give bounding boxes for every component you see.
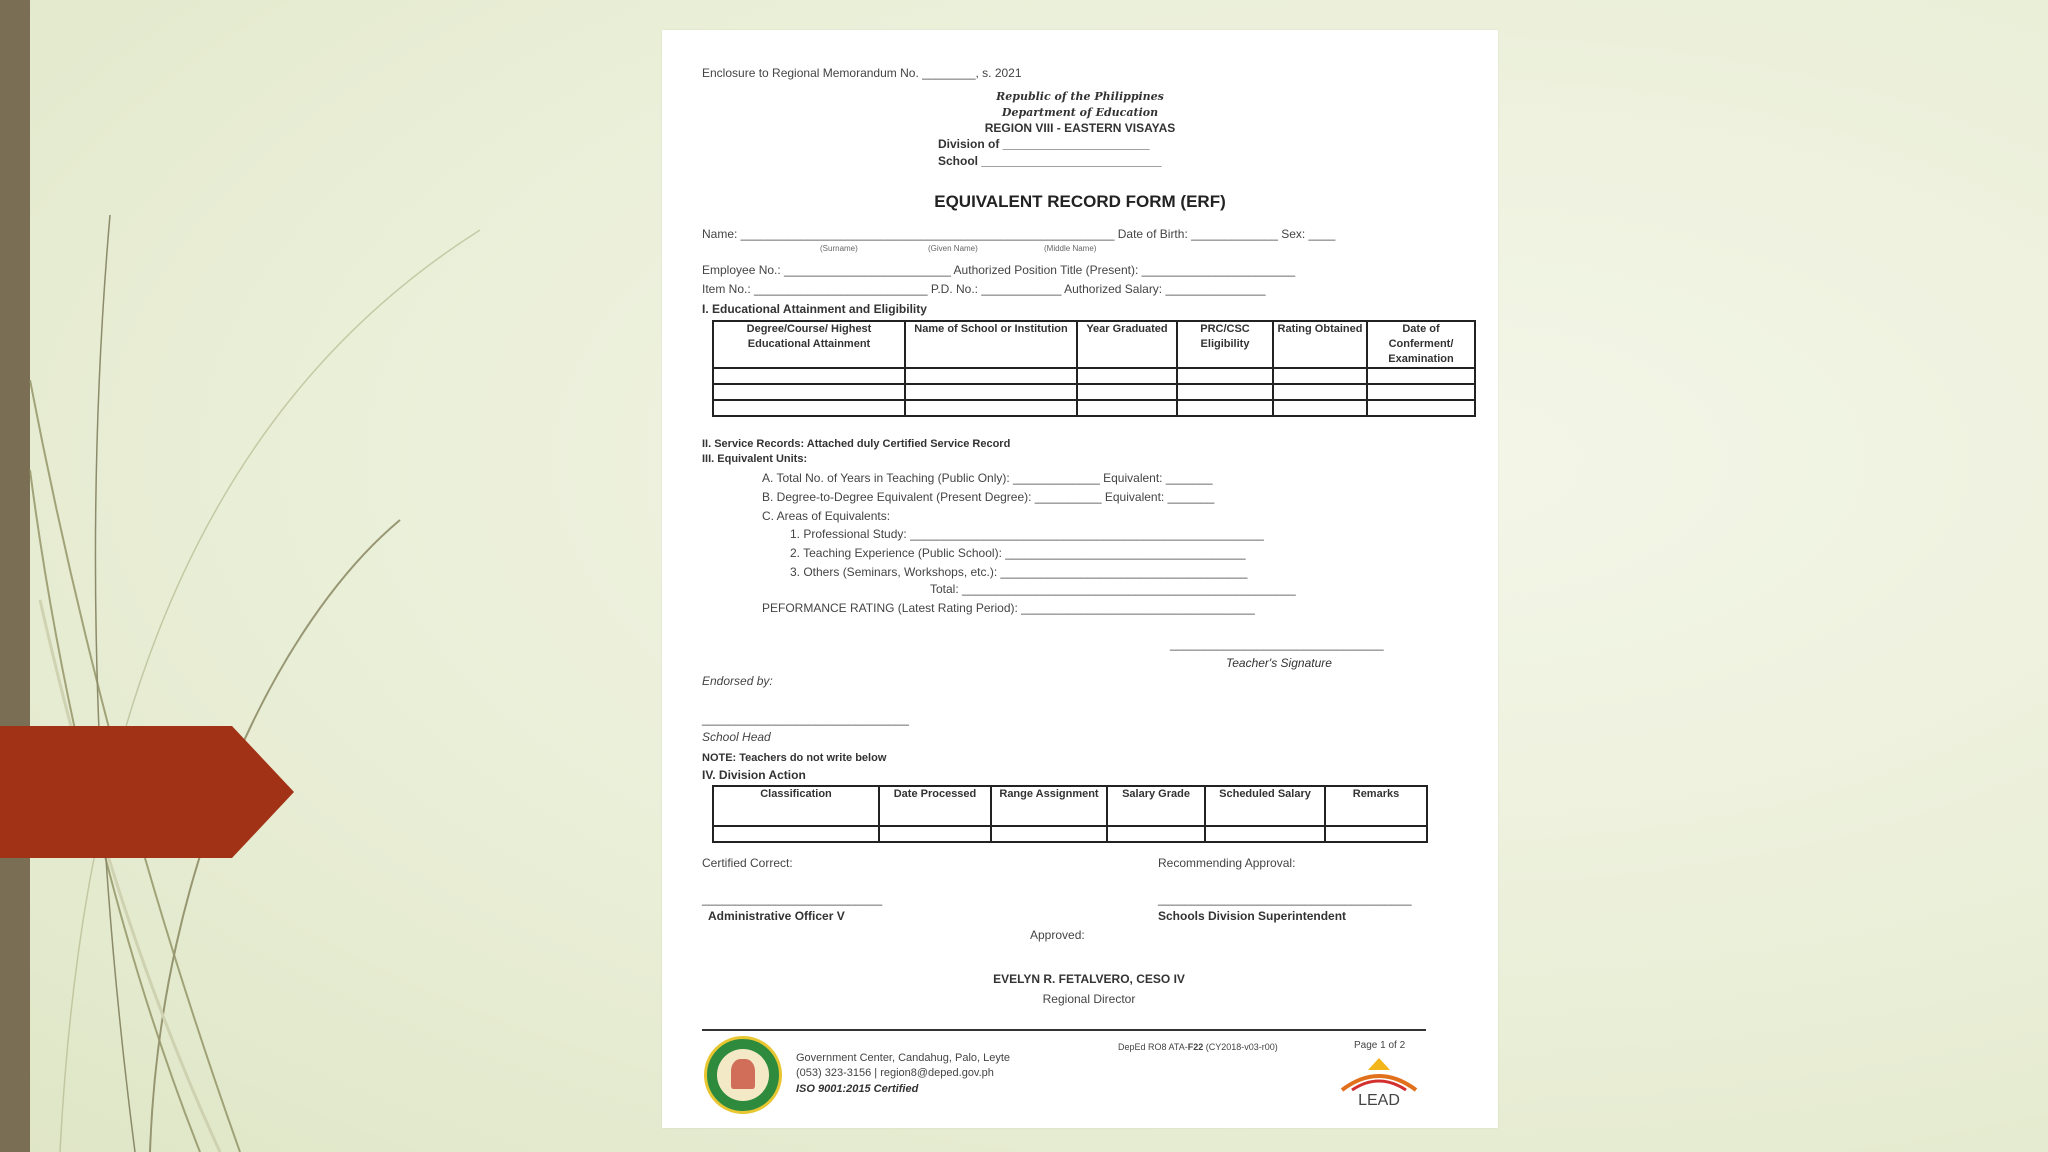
middle-name-caption: (Middle Name) xyxy=(1044,244,1097,253)
division-col-range: Range Assignment xyxy=(991,786,1107,826)
deped-seal-logo xyxy=(704,1036,782,1114)
footer-contact: (053) 323-3156 | region8@deped.gov.ph xyxy=(796,1067,994,1079)
footer-rule xyxy=(702,1029,1426,1031)
region-heading: REGION VIII - EASTERN VISAYAS xyxy=(984,121,1176,135)
form-title: EQUIVALENT RECORD FORM (ERF) xyxy=(934,192,1226,211)
item-c1: 1. Professional Study: _____________________________________________________ xyxy=(790,527,1264,541)
lead-logo-mark xyxy=(1338,1056,1420,1092)
teacher-signature-caption: Teacher's Signature xyxy=(1226,656,1332,670)
decorative-curves xyxy=(0,0,560,1152)
department-heading: Department of Education xyxy=(1001,106,1159,119)
division-col-salary-grade: Salary Grade xyxy=(1107,786,1205,826)
sds-title: Schools Division Superintendent xyxy=(1158,909,1347,923)
form-code: DepEd RO8 ATA-F22 (CY2018-v03-r00) xyxy=(1118,1042,1278,1052)
document-page xyxy=(662,30,1498,1128)
footer-address: Government Center, Candahug, Palo, Leyte xyxy=(796,1052,1011,1064)
school-line: School ___________________________ xyxy=(938,154,1162,168)
education-col-year: Year Graduated xyxy=(1077,321,1177,368)
approved-label: Approved: xyxy=(1030,928,1085,942)
name-line: Name: ________________________________________________________ Date of Birth: _____________ Sex: ____ xyxy=(702,227,1336,241)
education-col-degree: Degree/Course/ Highest Educational Attainment xyxy=(713,321,905,368)
school-head-caption: School Head xyxy=(702,730,771,744)
employee-line: Employee No.: _________________________ Authorized Position Title (Present): _______________________ xyxy=(702,263,1296,277)
table-row xyxy=(713,826,1427,842)
division-col-remarks: Remarks xyxy=(1325,786,1427,826)
certified-correct: Certified Correct: xyxy=(702,856,793,870)
red-arrow-shape xyxy=(0,726,294,858)
director-name: EVELYN R. FETALVERO, CESO IV xyxy=(993,972,1185,986)
education-table xyxy=(712,320,1476,417)
director-title: Regional Director xyxy=(1042,992,1136,1006)
section-1-heading: I. Educational Attainment and Eligibility xyxy=(702,302,927,316)
enclosure-line: Enclosure to Regional Memorandum No. ________, s. 2021 xyxy=(702,66,1022,80)
division-action-table xyxy=(712,785,1428,843)
surname-caption: (Surname) xyxy=(820,244,858,253)
section-2-heading: II. Service Records: Attached duly Certified Service Record xyxy=(702,438,1011,450)
given-name-caption: (Given Name) xyxy=(928,244,978,253)
total-line: Total: __________________________________________________ xyxy=(930,582,1296,596)
education-col-eligibility: PRC/CSC Eligibility xyxy=(1177,321,1273,368)
republic-heading: Republic of the Philippines xyxy=(996,90,1164,103)
division-col-date: Date Processed xyxy=(879,786,991,826)
admin-signature-line: ___________________________ xyxy=(702,892,883,906)
table-row xyxy=(713,368,1475,384)
section-3-heading: III. Equivalent Units: xyxy=(702,453,808,465)
education-col-school: Name of School or Institution xyxy=(905,321,1077,368)
item-c2: 2. Teaching Experience (Public School): ____________________________________ xyxy=(790,546,1246,560)
school-head-line: _______________________________ xyxy=(702,712,909,726)
lead-logo xyxy=(1338,1056,1420,1116)
item-line: Item No.: __________________________ P.D. No.: ____________ Authorized Salary: _______________ xyxy=(702,282,1266,296)
education-col-date: Date of Conferment/ Examination xyxy=(1367,321,1475,368)
item-c: C. Areas of Equivalents: xyxy=(762,509,891,523)
section-4-heading: IV. Division Action xyxy=(702,768,806,782)
item-b: B. Degree-to-Degree Equivalent (Present Degree): __________ Equivalent: _______ xyxy=(762,490,1215,504)
page-number: Page 1 of 2 xyxy=(1354,1040,1406,1051)
recommending-approval: Recommending Approval: xyxy=(1158,856,1296,870)
item-c3: 3. Others (Seminars, Workshops, etc.): _____________________________________ xyxy=(790,565,1248,579)
teacher-signature-line: ________________________________ xyxy=(1170,637,1384,651)
endorsed-by: Endorsed by: xyxy=(702,674,773,688)
table-row xyxy=(713,400,1475,416)
education-col-rating: Rating Obtained xyxy=(1273,321,1367,368)
table-row xyxy=(713,384,1475,400)
division-col-scheduled-salary: Scheduled Salary xyxy=(1205,786,1325,826)
item-a: A. Total No. of Years in Teaching (Public Only): _____________ Equivalent: _______ xyxy=(762,471,1213,485)
division-col-classification: Classification xyxy=(713,786,879,826)
sds-signature-line: ______________________________________ xyxy=(1158,892,1412,906)
note-line: NOTE: Teachers do not write below xyxy=(702,752,887,764)
admin-officer-title: Administrative Officer V xyxy=(708,909,845,923)
footer-iso: ISO 9001:2015 Certified xyxy=(796,1083,919,1095)
division-line: Division of ______________________ xyxy=(938,137,1150,151)
performance-line: PEFORMANCE RATING (Latest Rating Period): ___________________________________ xyxy=(762,601,1255,615)
lead-logo-text: LEAD xyxy=(1358,1092,1400,1109)
